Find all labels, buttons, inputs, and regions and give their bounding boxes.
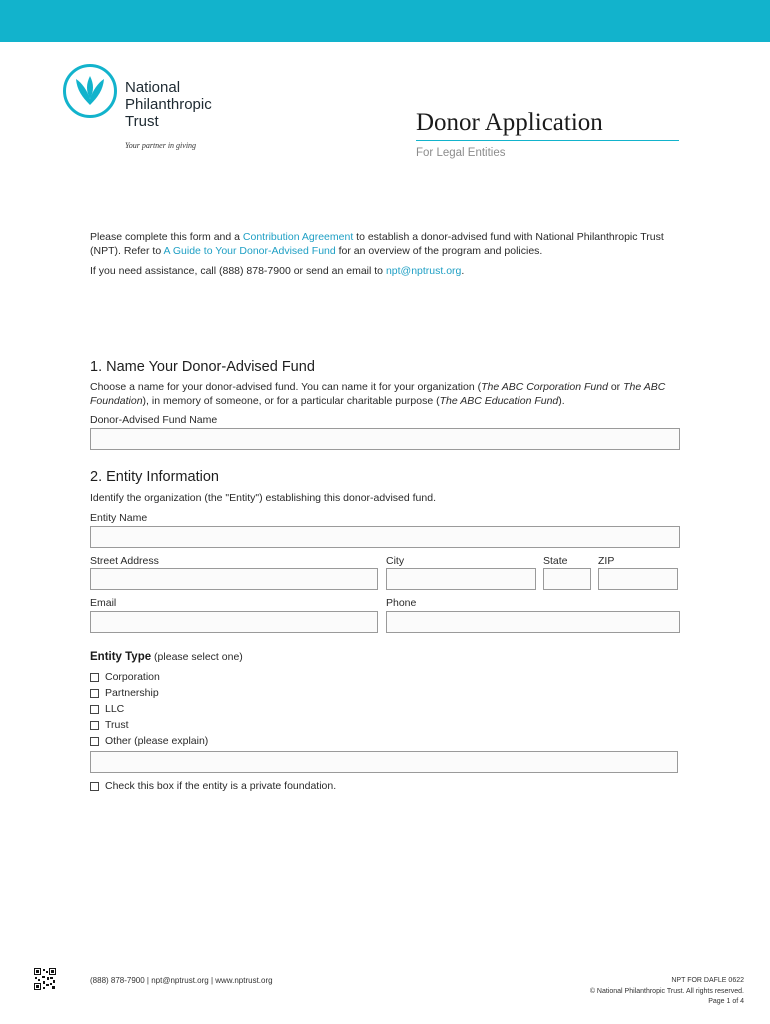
logo-line-3: Trust bbox=[125, 113, 159, 130]
option-label: Trust bbox=[105, 719, 129, 731]
form-code: NPT FOR DAFLE 0622 bbox=[671, 977, 744, 984]
checkbox-other[interactable] bbox=[90, 737, 99, 746]
intro-text-segment: to establish a donor-advised fund with National Philanthropic Trust (NPT). Refer to bbox=[90, 231, 664, 257]
intro-paragraph-2 bbox=[90, 264, 680, 278]
section-1-description bbox=[90, 380, 680, 408]
footer-info bbox=[590, 976, 744, 1008]
email-label: Email bbox=[90, 597, 117, 609]
other-explain-input[interactable] bbox=[90, 751, 678, 773]
city-input[interactable] bbox=[386, 568, 536, 590]
desc-segment: ), in memory of someone, or for a particular charitable purpose ( bbox=[142, 395, 440, 407]
checkbox-partnership[interactable] bbox=[90, 689, 99, 698]
page-number: Page 1 of 4 bbox=[708, 998, 744, 1005]
intro-text-segment: . bbox=[461, 265, 465, 277]
footer-contact: (888) 878-7900 | npt@nptrust.org | www.nptrust.org bbox=[90, 976, 273, 985]
npt-logo-icon bbox=[62, 63, 118, 119]
email-input[interactable] bbox=[90, 611, 378, 633]
logo-line-1: National bbox=[125, 79, 181, 96]
document-subtitle: For Legal Entities bbox=[416, 147, 506, 159]
intro-text-segment: for an overview of the program and policies. bbox=[335, 245, 543, 257]
intro-text bbox=[90, 230, 680, 278]
section-1-title: 1. Name Your Donor-Advised Fund bbox=[90, 359, 315, 375]
daf-guide-link[interactable]: A Guide to Your Donor-Advised Fund bbox=[163, 245, 336, 257]
entity-type-label: Entity Type bbox=[90, 651, 152, 663]
state-input[interactable] bbox=[543, 568, 591, 590]
desc-segment: Choose a name for your donor-advised fund. You can name it for your organization ( bbox=[90, 381, 482, 393]
option-trust[interactable] bbox=[90, 717, 208, 733]
private-foundation-label: Check this box if the entity is a private foundation. bbox=[105, 780, 337, 792]
section-2-description: Identify the organization (the "Entity") establishing this donor-advised fund. bbox=[90, 492, 436, 504]
contribution-agreement-link[interactable]: Contribution Agreement bbox=[242, 231, 354, 243]
private-foundation-option[interactable] bbox=[90, 780, 336, 792]
street-address-label: Street Address bbox=[90, 555, 159, 567]
state-label: State bbox=[543, 555, 568, 567]
npt-email-link[interactable]: npt@nptrust.org bbox=[385, 265, 462, 277]
intro-paragraph-1 bbox=[90, 230, 680, 258]
entity-type-heading bbox=[90, 651, 243, 663]
copyright: © National Philanthropic Trust. All rights reserved. bbox=[589, 987, 744, 995]
zip-input[interactable] bbox=[598, 568, 678, 590]
entity-type-hint: (please select one) bbox=[151, 651, 243, 663]
city-label: City bbox=[386, 555, 405, 567]
phone-input[interactable] bbox=[386, 611, 680, 633]
option-corporation[interactable] bbox=[90, 669, 208, 685]
entity-type-options bbox=[90, 669, 208, 749]
entity-name-input[interactable] bbox=[90, 526, 680, 548]
document-title: Donor Application bbox=[416, 109, 603, 136]
desc-example-1: The ABC Corporation Fund bbox=[481, 381, 608, 393]
entity-name-label: Entity Name bbox=[90, 512, 148, 524]
option-llc[interactable] bbox=[90, 701, 208, 717]
desc-segment: or bbox=[607, 381, 624, 393]
fund-name-input[interactable] bbox=[90, 428, 680, 450]
option-label: Partnership bbox=[105, 687, 159, 699]
intro-text-segment: Please complete this form and a bbox=[90, 231, 243, 243]
section-2-title: 2. Entity Information bbox=[90, 469, 219, 485]
checkbox-llc[interactable] bbox=[90, 705, 99, 714]
desc-example-3: The ABC Education Fund bbox=[439, 395, 559, 407]
title-divider bbox=[416, 140, 679, 141]
private-foundation-checkbox[interactable] bbox=[90, 782, 99, 791]
option-partnership[interactable] bbox=[90, 685, 208, 701]
option-label: LLC bbox=[105, 703, 125, 715]
option-other[interactable] bbox=[90, 733, 208, 749]
desc-example-2: The ABC Foundation bbox=[90, 381, 666, 407]
logo-line-2: Philanthropic bbox=[125, 96, 212, 113]
zip-label: ZIP bbox=[598, 555, 615, 567]
checkbox-trust[interactable] bbox=[90, 721, 99, 730]
phone-label: Phone bbox=[386, 597, 417, 609]
option-label: Corporation bbox=[105, 671, 160, 683]
intro-text-segment: If you need assistance, call (888) 878-7900 or send an email to bbox=[90, 265, 386, 277]
street-address-input[interactable] bbox=[90, 568, 378, 590]
option-label: Other (please explain) bbox=[105, 735, 209, 747]
checkbox-corporation[interactable] bbox=[90, 673, 99, 682]
logo-tagline: Your partner in giving bbox=[125, 141, 197, 150]
qr-code-icon bbox=[34, 968, 56, 990]
top-accent-bar bbox=[0, 0, 770, 42]
fund-name-label: Donor-Advised Fund Name bbox=[90, 414, 218, 426]
logo-wordmark bbox=[125, 79, 265, 130]
desc-segment: ). bbox=[558, 395, 565, 407]
